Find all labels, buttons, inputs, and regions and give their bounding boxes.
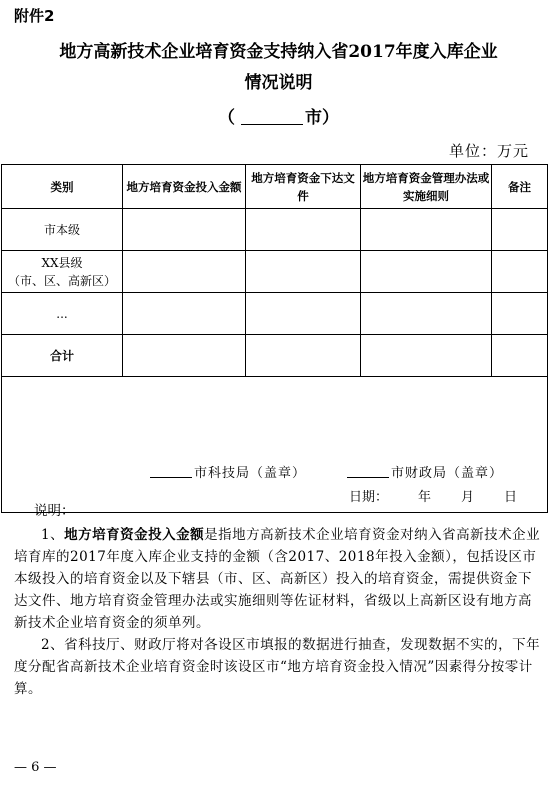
- sign-blank: [347, 465, 389, 478]
- row-label: ...: [2, 293, 123, 335]
- document-title: 地方高新技术企业培育资金支持纳入省2017年度入库企业: [59, 42, 498, 62]
- row-label: 市本级: [2, 209, 123, 251]
- note1-prefix: 1、: [41, 527, 65, 543]
- page-number: — 6 —: [14, 760, 57, 775]
- city-fill-line: [0, 103, 557, 128]
- cell-regulation[interactable]: [361, 251, 492, 293]
- cell-remarks[interactable]: [492, 251, 548, 293]
- cell-remarks[interactable]: [492, 293, 548, 335]
- cell-regulation[interactable]: [361, 293, 492, 335]
- cell-remarks[interactable]: [492, 335, 548, 377]
- document-title-line2: 情况说明: [244, 73, 313, 93]
- note-paragraph-2: 2、省科技厅、财政厅将对各设区市填报的数据进行抽查，发现数据不实的，下年度分配省高新技术企业培育资金时该设区市“地方培育资金投入情况”因素得分按零计算。: [14, 637, 541, 697]
- cell-regulation[interactable]: [361, 335, 492, 377]
- cell-amount[interactable]: [123, 335, 246, 377]
- row-label-line1: XX县级: [41, 255, 83, 270]
- cell-document[interactable]: [246, 293, 361, 335]
- funding-table: [1, 164, 548, 513]
- table-header-row: [2, 165, 548, 209]
- day-label: 日: [503, 490, 517, 505]
- header-amount: 地方培育资金投入金额: [123, 165, 246, 209]
- note1-term: 地方培育资金投入金额: [64, 527, 205, 543]
- header-document: 地方培育资金下达文件: [246, 165, 361, 209]
- header-category: 类别: [2, 165, 123, 209]
- signature-row: [2, 377, 548, 513]
- science-bureau-label: 市科技局（盖章）: [194, 466, 307, 481]
- science-bureau-seal: [150, 465, 306, 483]
- cell-regulation[interactable]: [361, 209, 492, 251]
- cell-amount[interactable]: [123, 293, 246, 335]
- finance-bureau-seal: [347, 465, 503, 483]
- note1-text: 是指地方高新技术企业培育资金对纳入省高新技术企业培育库的2017年度入库企业支持的金额（含2017、2018年投入金额），包括设区市本级投入的培育资金以及下辖县（市、区、高新区）投入的培育资金，需提供资金下达文件、地方培育资金管理办法或实施细则等佐证材料，省级以上高新区设有地方高新技术企业培育资金的须单列。: [14, 527, 541, 631]
- cell-remarks[interactable]: [492, 209, 548, 251]
- finance-bureau-label: 市财政局（盖章）: [391, 466, 504, 481]
- notes-title: 说明：: [34, 503, 75, 519]
- table-row: [2, 251, 548, 293]
- row-label: 合计: [2, 335, 123, 377]
- cell-document[interactable]: [246, 251, 361, 293]
- notes-section: [14, 500, 543, 700]
- sign-blank: [150, 465, 192, 478]
- table-row: [2, 209, 548, 251]
- cell-document[interactable]: [246, 335, 361, 377]
- row-label: [2, 251, 123, 293]
- date-label: 日期：: [348, 490, 388, 505]
- cell-document[interactable]: [246, 209, 361, 251]
- cell-amount[interactable]: [123, 209, 246, 251]
- month-label: 月: [460, 490, 474, 505]
- city-suffix: 市）: [305, 108, 339, 128]
- header-remarks: 备注: [492, 165, 548, 209]
- unit-label: 单位：万元: [448, 142, 529, 160]
- table-row: [2, 293, 548, 335]
- signature-cell: [2, 377, 548, 513]
- cell-amount[interactable]: [123, 251, 246, 293]
- note-paragraph-1: [14, 524, 543, 634]
- table-row-total: [2, 335, 548, 377]
- row-label-line2: （市、区、高新区）: [7, 273, 116, 288]
- attachment-label: 附件2: [14, 7, 55, 25]
- year-label: 年: [417, 490, 431, 505]
- header-regulation: 地方培育资金管理办法或实施细则: [361, 165, 492, 209]
- city-blank: [241, 108, 303, 125]
- paren-open: （: [218, 108, 235, 128]
